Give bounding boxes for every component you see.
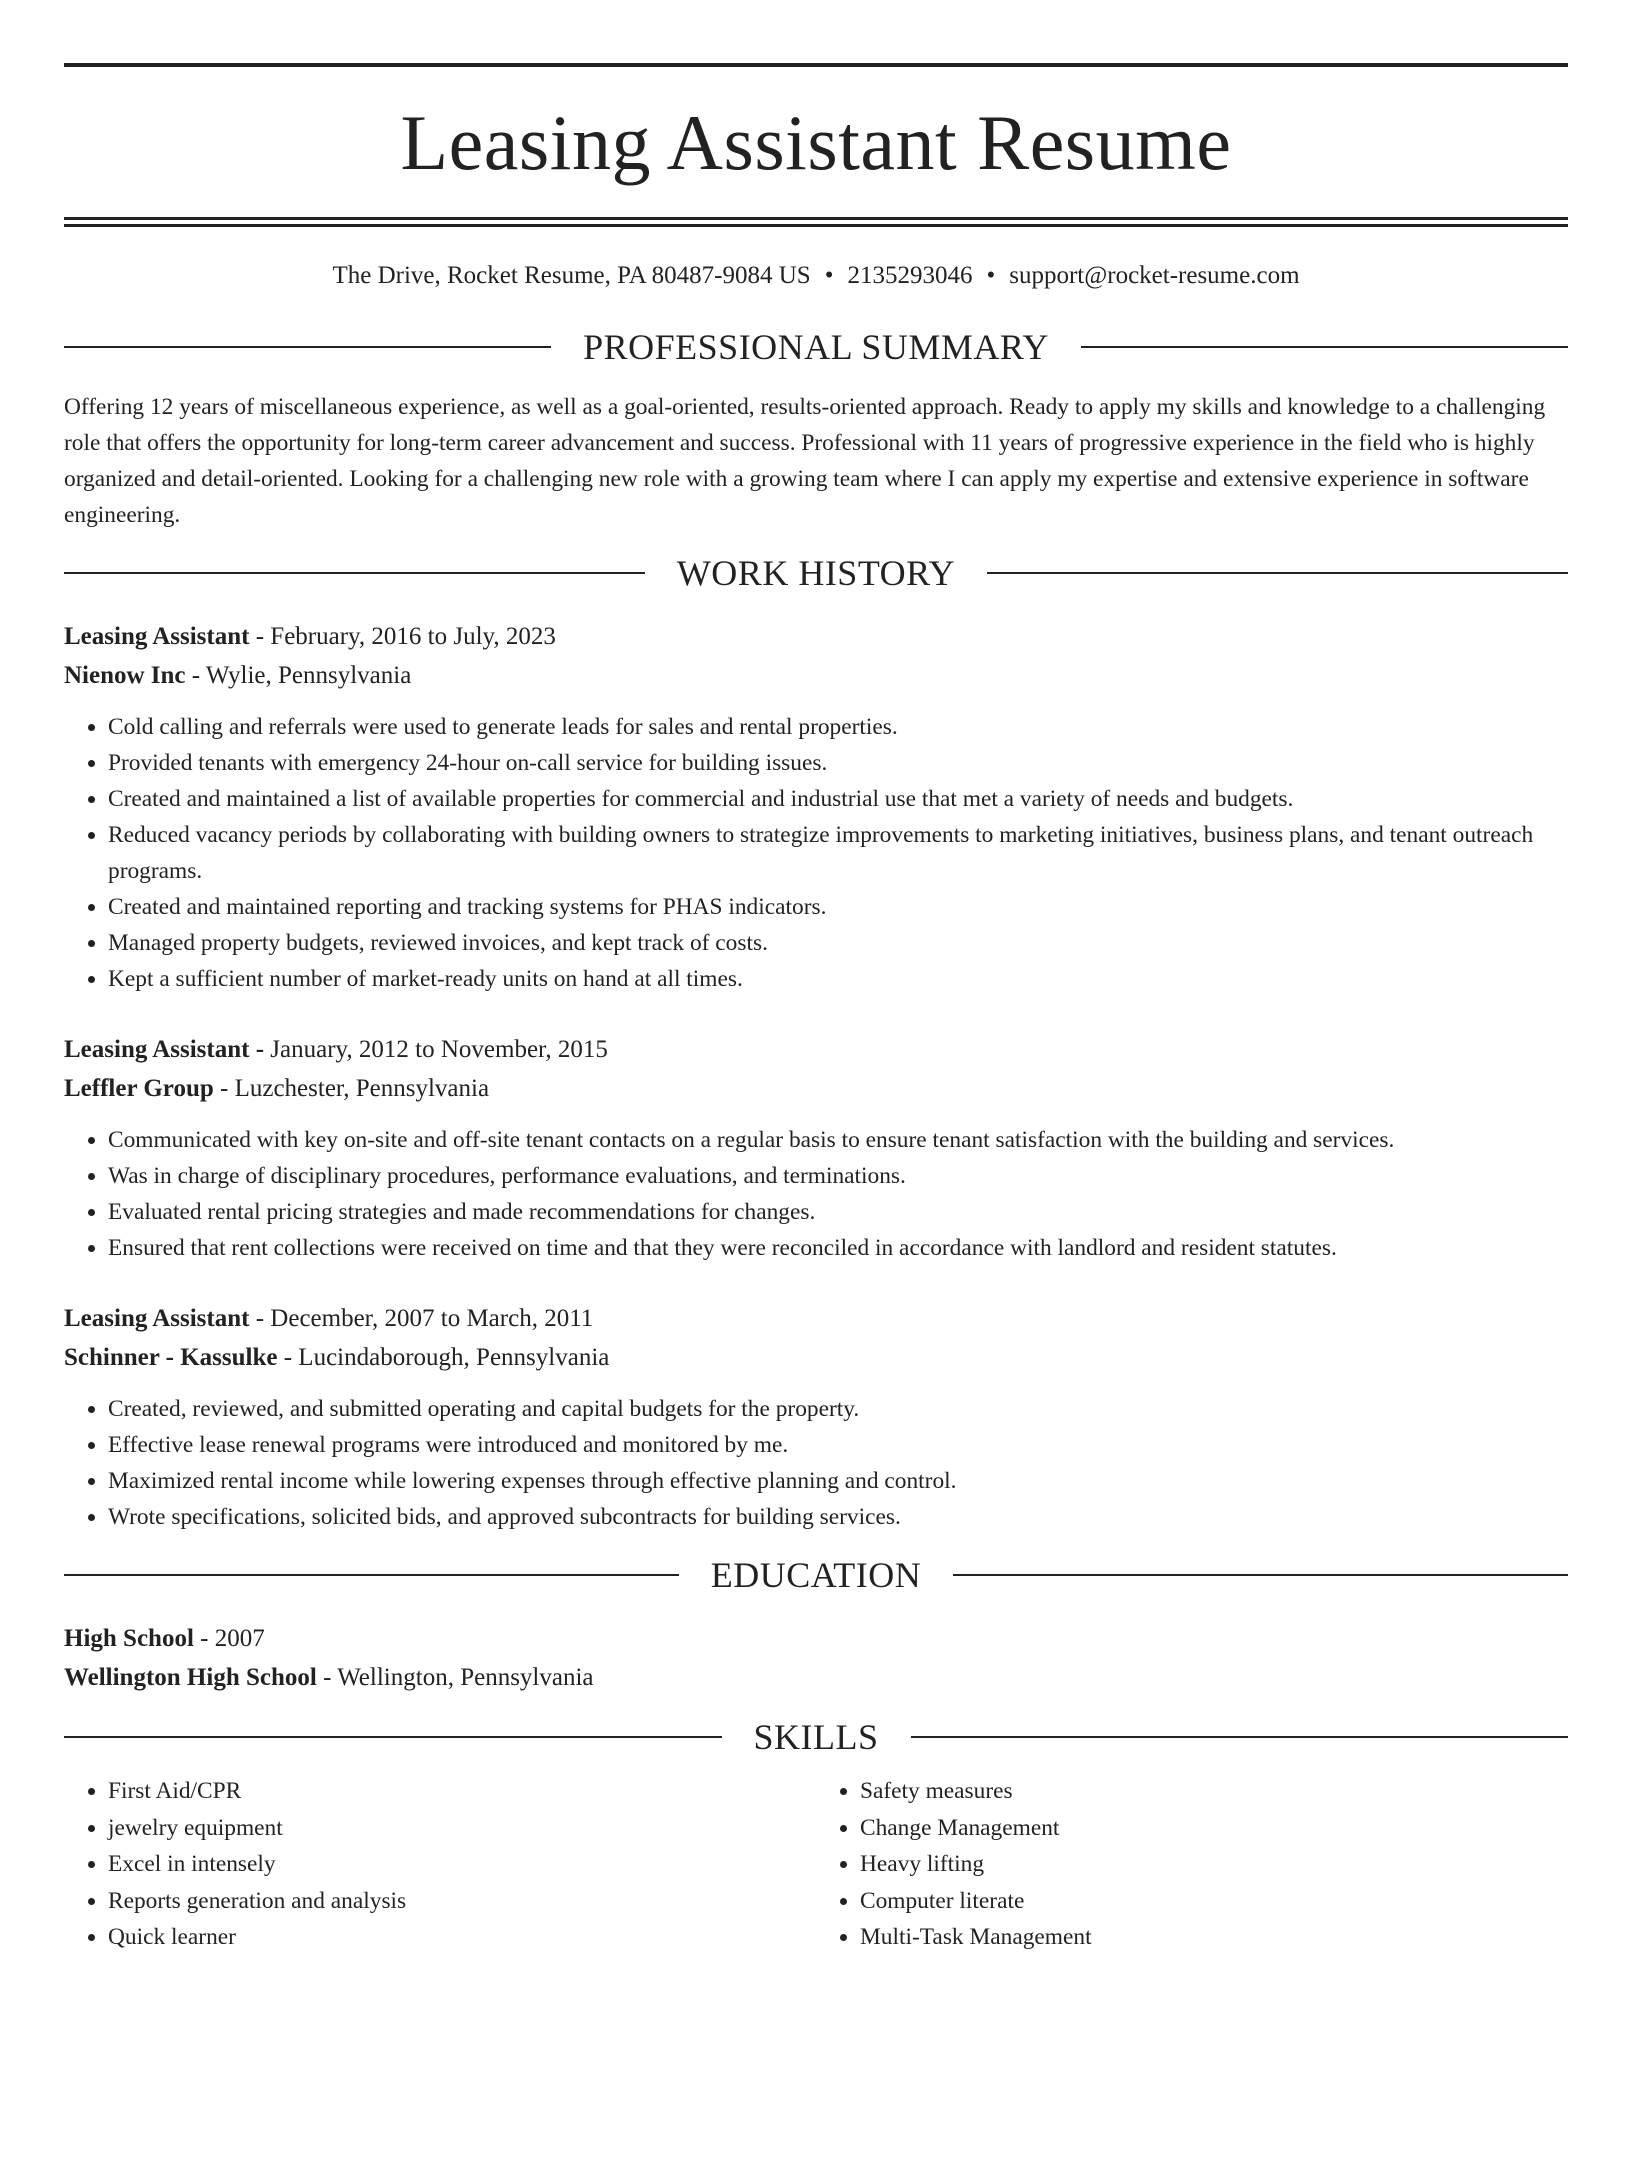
list-item: • Evaluated rental pricing strategies and made recommendations for changes. [108, 1194, 1568, 1230]
job-bullets [64, 1391, 1568, 1535]
section-rule [911, 1736, 1569, 1738]
skills-section-header [64, 1715, 1568, 1759]
list-item: • Created and maintained a list of available properties for commercial and industrial use that met a variety of needs and budgets. [108, 781, 1568, 817]
list-item: • Provided tenants with emergency 24-hour on-call service for building issues. [108, 745, 1568, 781]
contact-separator: • [986, 262, 996, 289]
job-bullets [64, 709, 1568, 997]
job-dates: - February, 2016 to July, 2023 [249, 623, 556, 650]
list-item: • Reduced vacancy periods by collaborating with building owners to strategize improvements to marketing initiatives, business plans, and tenant outreach programs. [108, 817, 1568, 889]
resume-page [0, 63, 1632, 2175]
job-title: Leasing Assistant - [64, 1036, 265, 1063]
section-rule [64, 1574, 679, 1576]
resume-title: Leasing Assistant Resume [400, 99, 1232, 186]
list-item: • First Aid/CPR [108, 1773, 816, 1810]
list-item: • Reports generation and analysis [108, 1883, 816, 1920]
list-item: • Computer literate [860, 1883, 1568, 1920]
summary-section-header [64, 325, 1568, 369]
education-year: - 2007 [193, 1625, 265, 1652]
list-item: • Effective lease renewal programs were introduced and monitored by me. [108, 1427, 1568, 1463]
education-entry [64, 1619, 1568, 1697]
list-item: • Created and maintained reporting and tracking systems for PHAS indicators. [108, 889, 1568, 925]
job-title-line [64, 1299, 1568, 1338]
skills-list [64, 1773, 1568, 1956]
job-dates: - December, 2007 to March, 2011 [249, 1305, 594, 1332]
list-item: • jewelry equipment [108, 1810, 816, 1847]
job-company: Schinner - Kassulke [64, 1344, 278, 1371]
list-item: • Kept a sufficient number of market-ready units on hand at all times. [108, 961, 1568, 997]
section-rule [64, 1736, 722, 1738]
contact-phone: 2135293046 [847, 262, 973, 289]
list-item: • Quick learner [108, 1919, 816, 1956]
job-title: Leasing Assistant [64, 1305, 250, 1332]
list-item: • Maximized rental income while lowering expenses through effective planning and control. [108, 1463, 1568, 1499]
section-rule [987, 572, 1568, 574]
summary-heading: PROFESSIONAL SUMMARY [583, 327, 1049, 367]
work-heading: WORK HISTORY [676, 553, 956, 593]
education-degree: High School [64, 1625, 194, 1652]
title-double-rule [64, 217, 1568, 227]
contact-email: support@rocket-resume.com [1009, 262, 1300, 289]
education-section-header [64, 1553, 1568, 1597]
skills-column-right [816, 1773, 1568, 1956]
job-company-line [64, 656, 1568, 695]
education-location: - Wellington, Pennsylvania [316, 1664, 594, 1691]
job-company-line [64, 1069, 1568, 1108]
list-item: • Heavy lifting [860, 1846, 1568, 1883]
section-rule [953, 1574, 1568, 1576]
list-item: • Ensured that rent collections were received on time and that they were reconciled in accordance with landlord and resident statutes. [108, 1230, 1568, 1266]
contact-address: The Drive, Rocket Resume, PA 80487-9084 US [332, 262, 811, 289]
list-item: • Communicated with key on-site and off-site tenant contacts on a regular basis to ensure tenant satisfaction with the building and services. [108, 1122, 1568, 1158]
job-title-line [64, 1030, 1568, 1069]
education-degree-line [64, 1619, 1568, 1658]
job-dates: January, 2012 to November, 2015 [264, 1036, 608, 1063]
work-section-header [64, 551, 1568, 595]
contact-separator: • [824, 262, 834, 289]
list-item: • Managed property budgets, reviewed invoices, and kept track of costs. [108, 925, 1568, 961]
top-rule [64, 63, 1568, 67]
job-company-line [64, 1338, 1568, 1377]
job-title-line [64, 617, 1568, 656]
education-school: Wellington High School [64, 1664, 317, 1691]
job-company: Leffler Group [64, 1075, 214, 1102]
skills-column-left [64, 1773, 816, 1956]
job-location: - Wylie, Pennsylvania [185, 662, 412, 689]
section-rule [64, 346, 551, 348]
list-item: • Excel in intensely [108, 1846, 816, 1883]
job-entry [64, 1299, 1568, 1535]
job-entry [64, 617, 1568, 997]
list-item: • Created, reviewed, and submitted operating and capital budgets for the property. [108, 1391, 1568, 1427]
contact-line [64, 261, 1568, 291]
list-item: • Was in charge of disciplinary procedures, performance evaluations, and terminations. [108, 1158, 1568, 1194]
job-entry [64, 1030, 1568, 1266]
list-item: • Cold calling and referrals were used to generate leads for sales and rental properties. [108, 709, 1568, 745]
job-title: Leasing Assistant [64, 623, 250, 650]
education-heading: EDUCATION [710, 1555, 922, 1595]
skills-heading: SKILLS [753, 1717, 879, 1757]
list-item: • Safety measures [860, 1773, 1568, 1810]
list-item: • Change Management [860, 1810, 1568, 1847]
list-item: • Multi-Task Management [860, 1919, 1568, 1956]
job-location: - Lucindaborough, Pennsylvania [277, 1344, 610, 1371]
job-location: - Luzchester, Pennsylvania [213, 1075, 490, 1102]
job-company: Nienow Inc [64, 662, 186, 689]
job-bullets [64, 1122, 1568, 1266]
section-rule [1081, 346, 1568, 348]
section-rule [64, 572, 645, 574]
summary-text: Offering 12 years of miscellaneous experience, as well as a goal-oriented, results-oriented approach. Ready to apply my skills and knowledge to a challenging role that offers the opportunity for long-term career advancement and success. Professional with 11 years of progressive experience in the field who is highly organized and detail-oriented. Looking for a challenging new role with a growing team where I can apply my expertise and extensive experience in software engineering. [64, 394, 1546, 528]
education-school-line [64, 1658, 1568, 1697]
list-item: • Wrote specifications, solicited bids, and approved subcontracts for building services. [108, 1499, 1568, 1535]
